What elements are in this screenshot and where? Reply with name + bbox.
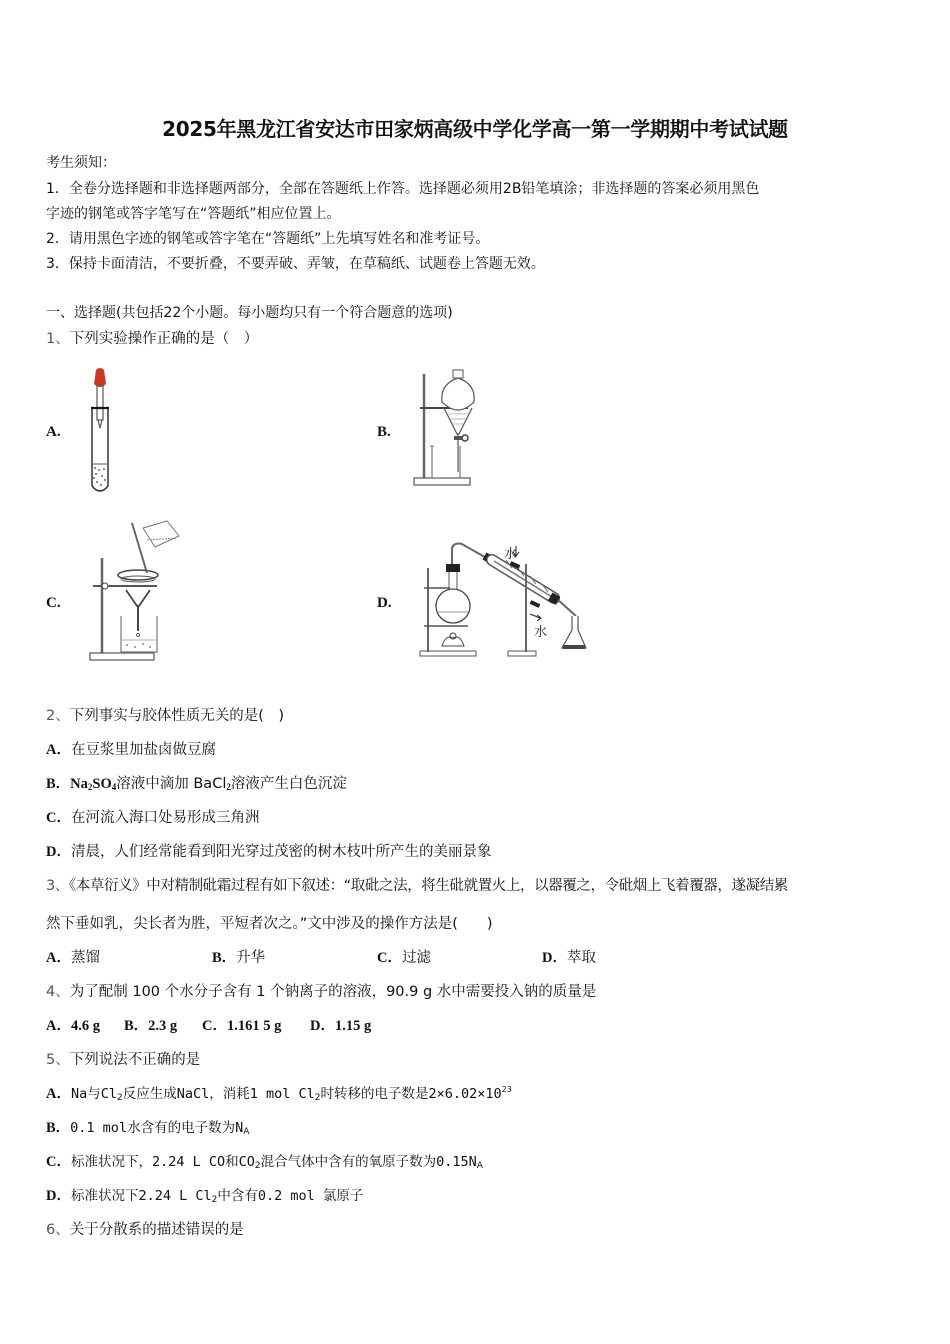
q2-option-a[interactable] [46, 738, 216, 759]
option-label: A． [46, 1018, 71, 1034]
question-3-line-1 [46, 874, 788, 895]
option-label: C． [46, 810, 71, 826]
subscript: A [243, 1127, 250, 1137]
option-text: 蒸馏 [70, 950, 100, 966]
option-text: 标准状况下2.24 L Cl [70, 1188, 212, 1204]
q5-option-c[interactable] [46, 1150, 483, 1171]
notice-item-1: 1．全卷分选择题和非选择题两部分，全部在答题纸上作答。选择题必须用2B铅笔填涂；非选择题的答案必须用黑色 [46, 181, 760, 197]
option-text: 2.3 g [148, 1018, 178, 1034]
option-text: 时转移的电子数是2×6.02×10 [320, 1086, 502, 1102]
option-text: 溶液产生白色沉淀 [230, 776, 347, 792]
q2-option-b[interactable] [46, 772, 347, 793]
subscript: 2 [254, 1161, 261, 1171]
question-stem: 下列事实与胶体性质无关的是( ) [69, 708, 285, 724]
question-4 [46, 980, 596, 1001]
q1-option-b-label[interactable]: B. [377, 424, 391, 440]
option-text: 在豆浆里加盐卤做豆腐 [70, 742, 216, 758]
q5-option-b[interactable] [46, 1116, 249, 1137]
notice-item-2: 2．请用黑色字迹的钢笔或答字笔在“答题纸”上先填写姓名和准考证号。 [46, 231, 490, 247]
question-stem: 下列实验操作正确的是（ ） [69, 331, 259, 347]
q2-option-d[interactable] [46, 840, 491, 861]
option-text: 1.161 5 g [226, 1018, 282, 1034]
option-text: 4.6 g [70, 1018, 100, 1034]
question-3-line-2: 然下垂如乳，尖长者为胜，平短者次之。”文中涉及的操作方法是( ) [46, 916, 493, 932]
option-label: B． [46, 776, 71, 792]
subscript: 2 [314, 1093, 321, 1103]
dropper-in-test-tube-figure [80, 366, 130, 496]
question-number: 3、 [46, 878, 69, 894]
filtration-apparatus-figure [85, 518, 185, 663]
q1-option-d-label[interactable]: D. [377, 595, 392, 611]
question-2 [46, 704, 284, 725]
subscript: 2 [226, 782, 231, 792]
distillation-apparatus-figure [412, 538, 594, 660]
option-label: D． [46, 1188, 71, 1204]
option-label: A． [46, 1086, 71, 1102]
option-text: 反应生成NaCl，消耗1 mol Cl [122, 1086, 315, 1102]
option-text: 溶液中滴加 BaCl [116, 776, 227, 792]
question-stem: 《本草衍义》中对精制砒霜过程有如下叙述：“取砒之法，将生砒就置火上，以器覆之，令砒烟上飞着覆器，遂凝结累 [68, 878, 788, 894]
q4-option-b[interactable] [124, 1014, 177, 1035]
q5-option-d[interactable] [46, 1184, 363, 1205]
option-label: C． [377, 950, 402, 966]
option-label: B． [212, 950, 237, 966]
q3-option-d[interactable] [542, 946, 596, 967]
question-number: 4、 [46, 984, 70, 1000]
option-text: Na与Cl [70, 1086, 117, 1102]
superscript: 23 [501, 1085, 512, 1094]
option-text: 清晨，人们经常能看到阳光穿过茂密的树木枝叶所产生的美丽景象 [70, 844, 492, 860]
option-text: 标准状况下，2.24 L CO和CO [70, 1154, 255, 1170]
q1-option-a-label[interactable]: A. [46, 424, 61, 440]
option-text: 1.15 g [334, 1018, 372, 1034]
q4-option-d[interactable] [310, 1014, 371, 1035]
question-stem: 下列说法不正确的是 [69, 1052, 201, 1068]
formula-so: SO [92, 776, 112, 792]
q3-option-c[interactable] [377, 946, 431, 967]
option-label: B． [46, 1120, 71, 1136]
q1-option-c-label[interactable]: C. [46, 595, 61, 611]
option-text: 萃取 [566, 950, 596, 966]
option-label: C． [202, 1018, 227, 1034]
option-text: 0.1 mol水含有的电子数为N [70, 1120, 244, 1136]
option-text: 混合气体中含有的氧原子数为0.15N [260, 1154, 477, 1170]
question-number: 1、 [46, 331, 70, 347]
q5-option-a[interactable] [46, 1082, 512, 1103]
question-stem: 为了配制 100 个水分子含有 1 个钠离子的溶液，90.9 g 水中需要投入钠的质量是 [69, 984, 597, 1000]
notice-item-1-cont: 字迹的钢笔或答字笔写在“答题纸”相应位置上。 [46, 206, 341, 222]
question-stem: 关于分散系的描述错误的是 [69, 1222, 244, 1238]
question-number: 5、 [46, 1052, 70, 1068]
subscript: 4 [111, 782, 117, 792]
q3-option-a[interactable] [46, 946, 100, 967]
question-number: 2、 [46, 708, 70, 724]
option-label: D． [310, 1018, 335, 1034]
question-6 [46, 1218, 244, 1239]
option-label: A． [46, 950, 71, 966]
q4-option-a[interactable] [46, 1014, 100, 1035]
water-out-label: 水 [534, 625, 548, 640]
q2-option-c[interactable] [46, 806, 259, 827]
notice-item-3: 3．保持卡面清洁，不要折叠，不要弄破、弄皱，在草稿纸、试题卷上答题无效。 [46, 256, 545, 272]
option-label: A． [46, 742, 71, 758]
q3-option-b[interactable] [212, 946, 265, 967]
notice-heading: 考生须知： [46, 155, 116, 171]
option-text: 过滤 [401, 950, 431, 966]
section-heading: 一、选择题(共包括22个小题。每小题均只有一个符合题意的选项) [46, 305, 453, 321]
option-label: B． [124, 1018, 149, 1034]
option-text: 升华 [236, 950, 266, 966]
subscript: 2 [117, 1093, 123, 1103]
question-number: 6、 [46, 1222, 70, 1238]
question-5 [46, 1048, 200, 1069]
question-1 [46, 327, 258, 348]
formula-na: Na [70, 776, 88, 792]
subscript: 2 [87, 782, 93, 792]
subscript: 2 [211, 1195, 218, 1205]
option-text: 在河流入海口处易形成三角洲 [70, 810, 260, 826]
option-label: D． [46, 844, 71, 860]
subscript: A [476, 1161, 483, 1171]
q4-option-c[interactable] [202, 1014, 281, 1035]
option-label: C． [46, 1154, 71, 1170]
water-in-label: 水 [504, 547, 518, 562]
option-text: 中含有0.2 mol 氯原子 [217, 1188, 364, 1204]
separatory-funnel-figure [410, 368, 490, 490]
page-title: 2025年黑龙江省安达市田家炳高级中学化学高一第一学期期中考试试题 [162, 117, 788, 141]
option-label: D． [542, 950, 567, 966]
